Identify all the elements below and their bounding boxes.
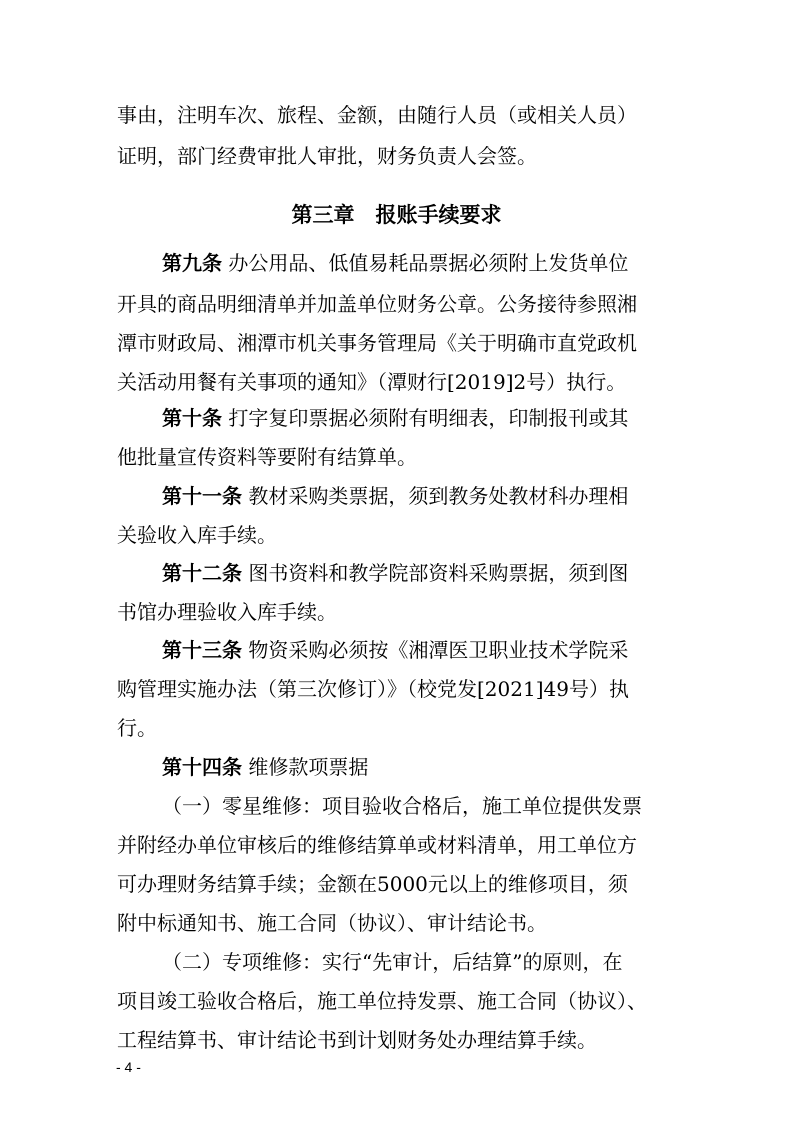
- item-1: （一）零星维修：项目验收合格后，施工单位提供发票: [162, 794, 642, 818]
- article-text: 教材采购类票据，须到教务处教材科办理相: [248, 484, 629, 508]
- article-9: [162, 250, 628, 276]
- text-line: 潭市财政局、湘潭市机关事务管理局《关于明确市直党政机: [117, 331, 637, 355]
- article-label: 第十三条: [162, 638, 242, 662]
- item-2: （二）专项维修：实行“先审计，后结算”的原则，在: [162, 950, 623, 974]
- text-line: 行。: [117, 716, 157, 740]
- text-line: 关活动用餐有关事项的通知》（潭财行[2019]2号）执行。: [117, 370, 627, 394]
- text-line: 事由，注明车次、旅程、金额，由随行人员（或相关人员）: [117, 103, 637, 127]
- article-13: [162, 637, 628, 663]
- chapter-title: 第三章 报账手续要求: [291, 203, 502, 227]
- text-line: 他批量宣传资料等要附有结算单。: [117, 445, 417, 469]
- article-12: [162, 560, 628, 586]
- text-line: 并附经办单位审核后的维修结算单或材料清单，用工单位方: [117, 833, 637, 857]
- text-line: 证明，部门经费审批人审批，财务负责人会签。: [117, 144, 537, 168]
- article-label: 第九条: [162, 251, 222, 275]
- text-line: 项目竣工验收合格后，施工单位持发票、施工合同（协议）、: [117, 989, 647, 1013]
- text-line: 购管理实施办法（第三次修订）》（校党发[2021]49号）执: [117, 677, 629, 701]
- text-line: 可办理财务结算手续；金额在5000元以上的维修项目，须: [117, 872, 628, 896]
- article-text: 图书资料和教学院部资料采购票据，须到图: [248, 561, 629, 585]
- text-line: 开具的商品明细清单并加盖单位财务公章。公务接待参照湘: [117, 292, 637, 316]
- article-text: 物资采购必须按《湘潭医卫职业技术学院采: [248, 638, 629, 662]
- article-label: 第十条: [162, 406, 222, 430]
- text-line: 书馆办理验收入库手续。: [117, 600, 337, 624]
- article-text: 办公用品、低值易耗品票据必须附上发货单位: [228, 251, 629, 275]
- article-11: [162, 483, 628, 509]
- article-label: 第十二条: [162, 561, 242, 585]
- article-14: [162, 754, 368, 780]
- article-text: 维修款项票据: [248, 755, 369, 779]
- article-text: 打字复印票据必须附有明细表，印制报刊或其: [228, 406, 629, 430]
- article-label: 第十四条: [162, 755, 242, 779]
- page-number: - 4 -: [116, 1059, 141, 1075]
- article-label: 第十一条: [162, 484, 242, 508]
- text-line: 关验收入库手续。: [117, 523, 277, 547]
- article-10: [162, 405, 628, 431]
- text-line: 工程结算书、审计结论书到计划财务处办理结算手续。: [117, 1028, 597, 1052]
- text-line: 附中标通知书、施工合同（协议）、审计结论书。: [117, 911, 547, 935]
